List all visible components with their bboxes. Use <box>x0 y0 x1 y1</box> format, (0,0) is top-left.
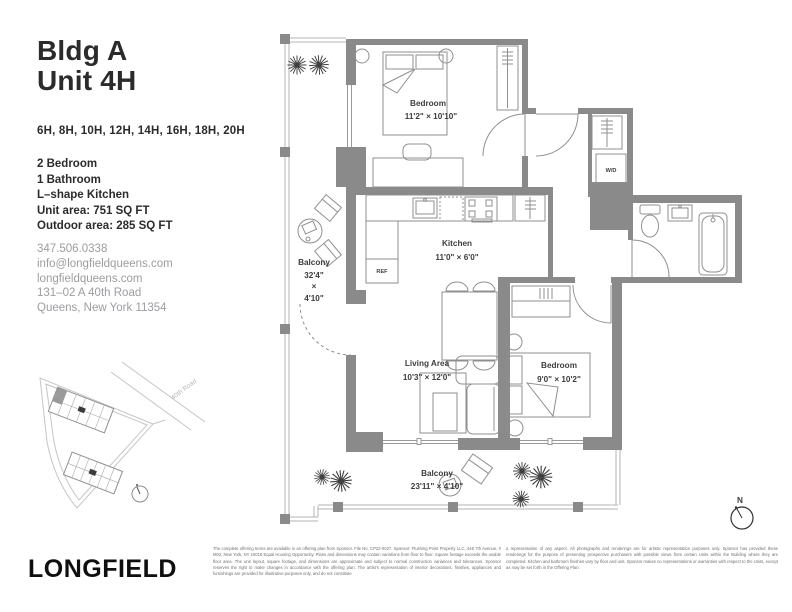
dining-set <box>442 282 497 370</box>
balcony-bottom-label: Balcony <box>421 469 453 478</box>
title-line-2: Unit 4H <box>37 65 137 96</box>
dishwasher <box>440 197 463 221</box>
units-list: 6H, 8H, 10H, 12H, 14H, 16H, 18H, 20H <box>37 125 245 137</box>
spec-outdoor-area: Outdoor area: 285 SQ FT <box>37 220 173 232</box>
page-title <box>37 36 136 96</box>
chair <box>446 361 468 370</box>
pillow <box>509 356 522 384</box>
contact-email: info@longfieldqueens.com <box>37 257 173 270</box>
lounge-chair <box>461 454 492 484</box>
balcony-left-dim-x: × <box>311 282 317 291</box>
balcony-door-arc <box>300 304 351 355</box>
sofa-chaise <box>467 384 500 434</box>
bedroom2-door-arc <box>573 285 611 323</box>
dining-table <box>442 292 497 360</box>
plant-icon <box>526 462 557 493</box>
bedroom-2-dims: 9'0" × 10'2" <box>537 375 581 384</box>
balcony-bottom-dims: 23'11" × 4'10" <box>410 482 464 491</box>
road-line <box>111 372 191 430</box>
balcony-left-label: Balcony <box>298 258 330 267</box>
spec-block <box>37 157 172 235</box>
bathroom-door-arc <box>632 240 669 277</box>
bedroom1-door-arc <box>483 114 525 156</box>
plant-icon <box>326 466 357 497</box>
site-compass-icon <box>132 484 148 502</box>
chair <box>446 282 468 291</box>
bedroom-1-dims: 11'2" × 10'10" <box>404 112 458 121</box>
contact-website: longfieldqueens.com <box>37 272 143 285</box>
chair <box>473 361 495 370</box>
tub-faucet <box>711 218 715 222</box>
balcony-left-dim-b: 4'10" <box>304 294 324 303</box>
blanket-fold <box>527 383 558 416</box>
contact-address: 131–02 A 40th Road <box>37 287 142 300</box>
bedroom-1-label: Bedroom <box>410 99 446 108</box>
plant-icon <box>513 462 531 480</box>
contact-phone: 347.506.0338 <box>37 243 108 255</box>
spec-bedrooms: 2 Bedroom <box>37 158 98 170</box>
wd-label: W/D <box>605 168 617 174</box>
spec-unit-area: Unit area: 751 SQ FT <box>37 204 150 217</box>
pillow <box>509 386 522 414</box>
plant-icon <box>509 487 533 511</box>
lounge-chair <box>315 195 342 222</box>
floor-plan <box>270 25 780 535</box>
living-area-label: Living Area <box>404 359 450 368</box>
blanket-fold <box>383 69 415 93</box>
plant-icon <box>288 56 307 75</box>
site-map <box>25 362 205 520</box>
plant-icon <box>306 52 332 78</box>
bed <box>383 52 447 135</box>
living-area-dims: 10'3" × 12'0" <box>402 373 452 382</box>
disclaimer-left: The complete offering terms are available in an offering plan from Sponsor. File No. CP22-0027. Sponsor: Flushing Point Property LLC, 448 7th Avenue, # M02, New York, NY 10018 Equal Housing Opportunity. Plans and dimensions may contain variations from floor to floor. Square footage exceeds the usable floor area. The unit layout, square footage, and dimensions are approximate and subject to normal construction variances and tolerances. Sponsor reserves the right to make changes in accordance with the offering plan. The artist's representation of interior decorations, finishes, appliances and furnishings are provided for illustrative purposes only, and do not constitute <box>213 546 501 577</box>
dresser <box>373 158 463 187</box>
site-building-a <box>48 387 113 433</box>
spec-kitchen: L–shape Kitchen <box>37 189 130 201</box>
kitchen-dims: 11'0" × 6'0" <box>435 253 479 262</box>
windows <box>348 85 584 445</box>
spec-bathrooms: 1 Bathroom <box>37 173 101 186</box>
chair <box>473 282 495 291</box>
ref-label: REF <box>376 269 388 275</box>
road-label: 40th Road <box>169 377 199 402</box>
bathroom-fixtures <box>640 205 727 275</box>
rug <box>420 373 466 433</box>
north-label: N <box>737 496 743 505</box>
north-compass-icon <box>731 496 753 529</box>
title-line-1: Bldg A <box>37 35 128 66</box>
nightstand <box>355 49 369 63</box>
toilet-tank <box>640 205 660 214</box>
entry-door-arc <box>536 114 578 156</box>
site-building-b <box>63 452 122 494</box>
contact-city: Queens, New York 11354 <box>37 302 167 315</box>
plant-icon <box>313 468 332 487</box>
toilet-bowl <box>642 215 659 237</box>
balcony-table <box>298 219 322 243</box>
site-lot-tick <box>153 420 165 424</box>
contact-block <box>37 242 173 316</box>
pillow <box>386 55 413 69</box>
walls <box>336 39 742 452</box>
disclaimer-right: a representation of any aspect. All photographs and renderings are for artistic representation purposes only. Sponsor has provided these renderings for the purpose of presenting prospective purchasers with possible views from certain Units within the Building where they are completed. Kitchen and bathroom finishes vary by floor and unit. Sponsor makes no representations or warranties with respect to the Units, except as may be set forth in the Offering Plan. <box>506 546 778 570</box>
road-line <box>122 362 205 422</box>
nightstand <box>439 49 453 63</box>
longfield-logo: LONGFIELD <box>28 555 177 583</box>
coffee-table <box>433 393 457 431</box>
kitchen-label: Kitchen <box>441 239 473 248</box>
balcony-left-dim-a: 32'4" <box>304 271 324 280</box>
bedroom-2-label: Bedroom <box>541 361 577 370</box>
